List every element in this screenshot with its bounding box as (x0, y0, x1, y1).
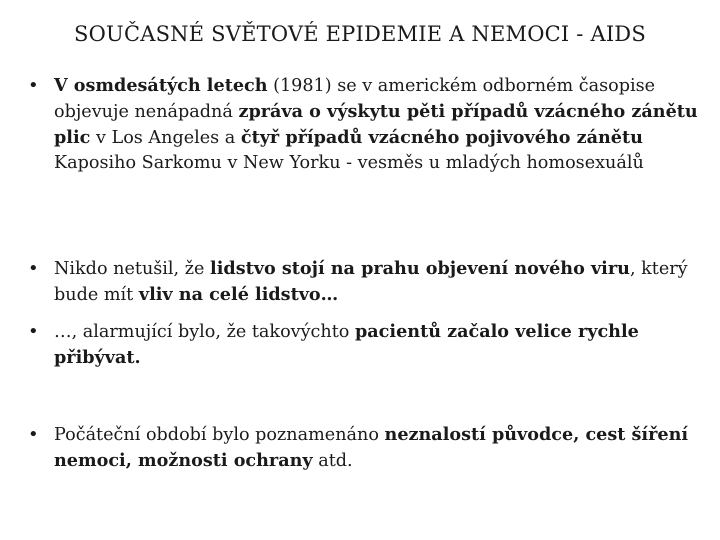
text-segment: vliv na celé lidstvo… (138, 284, 339, 305)
bullet-item-early-period (28, 422, 698, 474)
text-segment: v Los Angeles a (90, 128, 241, 148)
bullet-text-early-period (54, 422, 698, 474)
text-segment: Kaposiho Sarkomu v New Yorku - vesměs u mladých homosexuálů (54, 153, 644, 173)
text-segment: (1981) se v americkém odborném časopise objevuje nenápadná (54, 76, 656, 122)
text-segment: Nikdo netušil, že (54, 259, 211, 279)
text-segment: zpráva o výskytu pěti případů vzácného zánětu plic (54, 101, 698, 148)
text-segment: čtyř případů vzácného pojivového zánětu (240, 127, 643, 148)
bullet-icon: • (28, 321, 39, 342)
text-segment: atd. (312, 451, 353, 471)
text-segment: V osmdesátých letech (54, 75, 268, 96)
text-segment: …, alarmující bylo, že takovýchto (54, 322, 355, 342)
text-segment: pacientů začalo velice rychle přibývat. (54, 321, 639, 368)
bullet-text-1981-report (54, 73, 698, 176)
text-segment: lidstvo stojí na prahu objevení nového viru (210, 258, 630, 279)
bullet-text-new-virus (54, 256, 698, 308)
text-segment: , který bude mít (54, 259, 688, 305)
bullet-text-patient-growth (54, 319, 698, 371)
bullet-icon: • (28, 75, 39, 96)
bullet-item-patient-growth (28, 319, 698, 371)
bullet-icon: • (28, 424, 39, 445)
slide-title: SOUČASNÉ SVĚTOVÉ EPIDEMIE A NEMOCI - AIDS (74, 22, 646, 46)
text-segment: Počáteční období bylo poznamenáno (54, 425, 385, 445)
bullet-item-1981-report (28, 73, 698, 176)
bullet-icon: • (28, 258, 39, 279)
bullet-item-new-virus (28, 256, 698, 308)
text-segment: neznalostí původce, cest šíření nemoci, možnosti ochrany (54, 424, 689, 471)
